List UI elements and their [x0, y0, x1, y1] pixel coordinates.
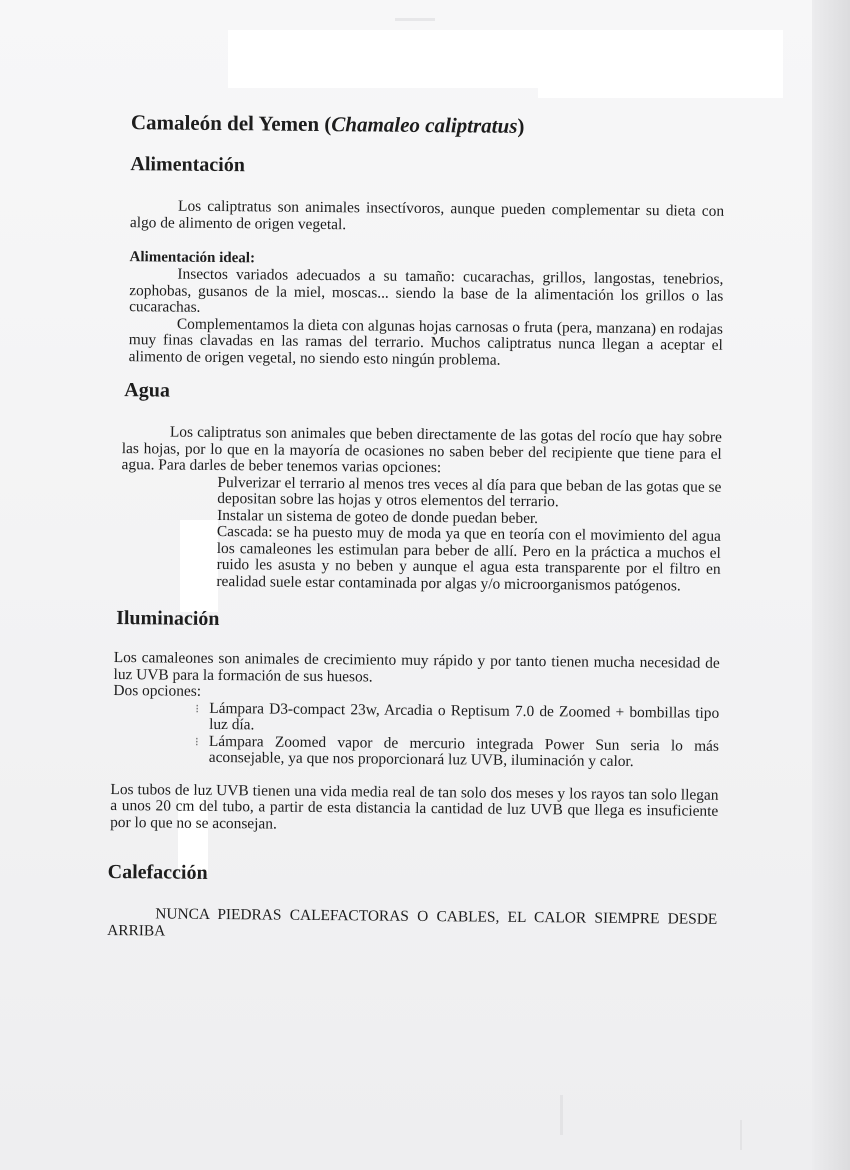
agua-option-2: Instalar un sistema de goteo de donde puedan beber.	[217, 506, 539, 527]
bullet-icon: ⁝	[195, 701, 200, 716]
heading-alimentacion: Alimentación	[130, 153, 246, 177]
calefaccion-text: NUNCA PIEDRAS CALEFACTORAS O CABLES, EL CALOR SIEMPRE DESDE ARRIBA	[107, 905, 718, 940]
bullet-icon: ⁝	[194, 734, 199, 749]
agua-intro: Los caliptratus son animales que beben directamente de las gotas del rocío que hay sobre las hojas, por lo que en la mayoría de ocasiones no saben beber del recipiente que tiene para el agua. Para darles de beber tenemos varias opciones:	[121, 423, 722, 477]
document-title	[131, 110, 725, 141]
alimentacion-intro: Los caliptratus son animales insectívoros, aunque pueden complementar su dieta con algo de alimento de origen vegetal.	[129, 197, 725, 233]
redaction-block	[228, 30, 783, 88]
scan-mark	[395, 18, 435, 21]
iluminacion-options-label: Dos opciones:	[113, 682, 202, 700]
title-species: Chamaleo caliptratus	[331, 112, 518, 138]
iluminacion-option-2-text: Lámpara Zoomed vapor de mercurio integrada Power Sun seria lo más aconsejable, ya que nos proporcionará luz UVB, iluminación y calor.	[208, 732, 720, 771]
iluminacion-intro: Los camaleones son animales de crecimiento muy rápido y por tanto tienen mucha necesidad de luz UVB para la formación de sus huesos.	[113, 649, 720, 685]
alimentacion-p2: Complementamos la dieta con algunas hojas carnosas o fruta (pera, manzana) en rodajas muy finas clavadas en las ramas del terrario. Muchos caliptratus nunca llegan a aceptar el alimento de origen vegetal, no siendo esto ningún problema.	[128, 315, 724, 369]
title-close: )	[517, 113, 525, 138]
agua-option-3: Cascada: se ha puesto muy de moda ya que en teoría con el movimiento del agua los camaleones les estimulan para beber de allí. Pero en la práctica a muchos el ruido les asusta y no beben y aunque el agua esta transparente por el filtro en realidad suele estar contaminada por algas y/o microorganismos patógenos.	[216, 522, 722, 594]
scan-mark	[740, 1120, 742, 1150]
iluminacion-closing: Los tubos de luz UVB tienen una vida media real de tan solo dos meses y los rayos tan solo llegan a unos 20 cm del tubo, a partir de esta distancia la cantidad de luz UVB que llega es insuficiente por lo que no se aconsejan.	[110, 780, 719, 833]
title-text: Camaleón del Yemen (	[130, 110, 332, 137]
redaction-block	[538, 88, 783, 98]
alimentacion-p1: Insectos variados adecuados a su tamaño: cucarachas, grillos, langostas, tenebrios, zophobas, gusanos de la miel, moscas... siendo la base de la alimentación los grillos o las cucarachas.	[129, 265, 724, 316]
document-body	[107, 110, 725, 945]
heading-agua: Agua	[124, 379, 170, 402]
scan-mark	[560, 1095, 563, 1135]
heading-iluminacion: Iluminación	[116, 607, 220, 631]
heading-calefaccion: Calefacción	[107, 860, 208, 884]
iluminacion-option-1-text: Lámpara D3-compact 23w, Arcadia o Reptisum 7.0 de Zoomed + bombillas tipo luz día.	[209, 699, 720, 734]
agua-option-1: Pulverizar el terrario al menos tres veces al día para que beban de las gotas que se depositan sobre las hojas y otros elementos del terrario.	[217, 473, 722, 511]
subheading-alimentacion-ideal: Alimentación ideal:	[129, 249, 256, 267]
page-edge-shadow	[812, 0, 850, 1170]
iluminacion-option-2	[194, 732, 720, 771]
